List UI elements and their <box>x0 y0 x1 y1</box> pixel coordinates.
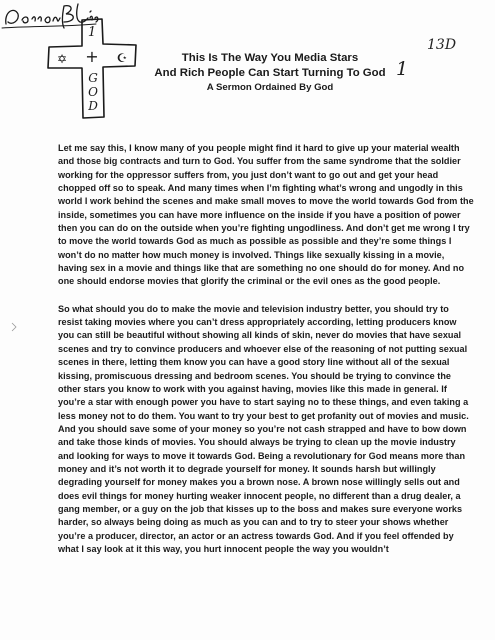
sermon-subtitle: A Sermon Ordained By God <box>206 82 334 93</box>
handwritten-doc-code: 13D <box>427 37 457 53</box>
crescent-star-icon: ☪ <box>116 51 128 65</box>
cross-top-number: 1 <box>87 25 97 40</box>
cross-plus-mark: + <box>85 47 99 66</box>
cross-letter-d: D <box>88 99 98 113</box>
star-of-david-icon: ✡ <box>56 52 68 66</box>
title-line-2: And Rich People Can Start Turning To God <box>154 67 386 79</box>
sermon-body <box>58 142 474 570</box>
title-line-1: This Is The Way You Media Stars <box>181 52 359 64</box>
cross-letter-o: O <box>88 85 98 99</box>
handwritten-page-number: 1 <box>396 58 409 80</box>
sermon-title-block <box>150 51 390 95</box>
sermon-paragraph-2: So what should you do to make the movie and television industry better, you should try to resist taking movies where you can’t dress appropriately according, letting producers know you can still be beautiful without showing all kinds of skin, never do movies that have sexual scenes and try to convince producers and whoever else of the reasoning of not putting sexual scenes in there, letting them know you can have a good story line without all of the sexual kissing, promiscuous dressing and bedroom scenes. You should be trying to convince the other stars you know to work with you against having, movies like this made in general. If you’re a star with enough power you have to start saying no to these things, and even taking a less money not to do them. You want to try your best to get profanity out of movies and music. And you should save some of your money so you’re not cash strapped and have to bow down and take those kinds of movies. You should always be trying to clean up the movie industry and looking for ways to move it towards God. Being a revolutionary for God means more than money and it’s not worth it to degrade yourself for money. It sounds harsh but willingly degrading yourself for money makes you a brown nose. A brown nose willingly sells out and does evil things for money hurting weaker innocent people, no different than a drug dealer, a gang member, or a guy on the job that kisses up to the boss and makes sure everyone works harder, so always being doing as much as you can and to try to steer your shows whether you’re a producer, director, an actor or an actress towards God. And if you feel offended by what I say look at it this way, you hurt innocent people the way you wouldn’t <box>58 303 469 554</box>
sermon-paragraph-1: Let me say this, I know many of you people might find it hard to give up your material wealth and those big contracts and turn to God. You suffer from the same syndrome that the soldier working for the oppressor suffers from, you just don’t want to go out and get your head chopped off so to speak. And many times when I’m fighting what’s wrong and ungodly in this world I work behind the scenes and make small moves to move the world towards God from the inside, sometimes you can have more influence on the inside if you have a position of power then you can do on the outside when you’re fighting ungodliness. And don’t get me wrong I try to move the world towards God as much as possible as possible and they’re some things I won’t do no matter how much money is involved. Things like sexually kissing in a movie, having sex in a movie and things like that are something no one should do for money. And no one should endorse movies that glorify the criminal or the evil ones as the good people. <box>58 143 474 287</box>
cross-letter-g: G <box>88 71 98 85</box>
margin-scan-mark <box>10 322 18 332</box>
cross-logo <box>44 16 144 120</box>
